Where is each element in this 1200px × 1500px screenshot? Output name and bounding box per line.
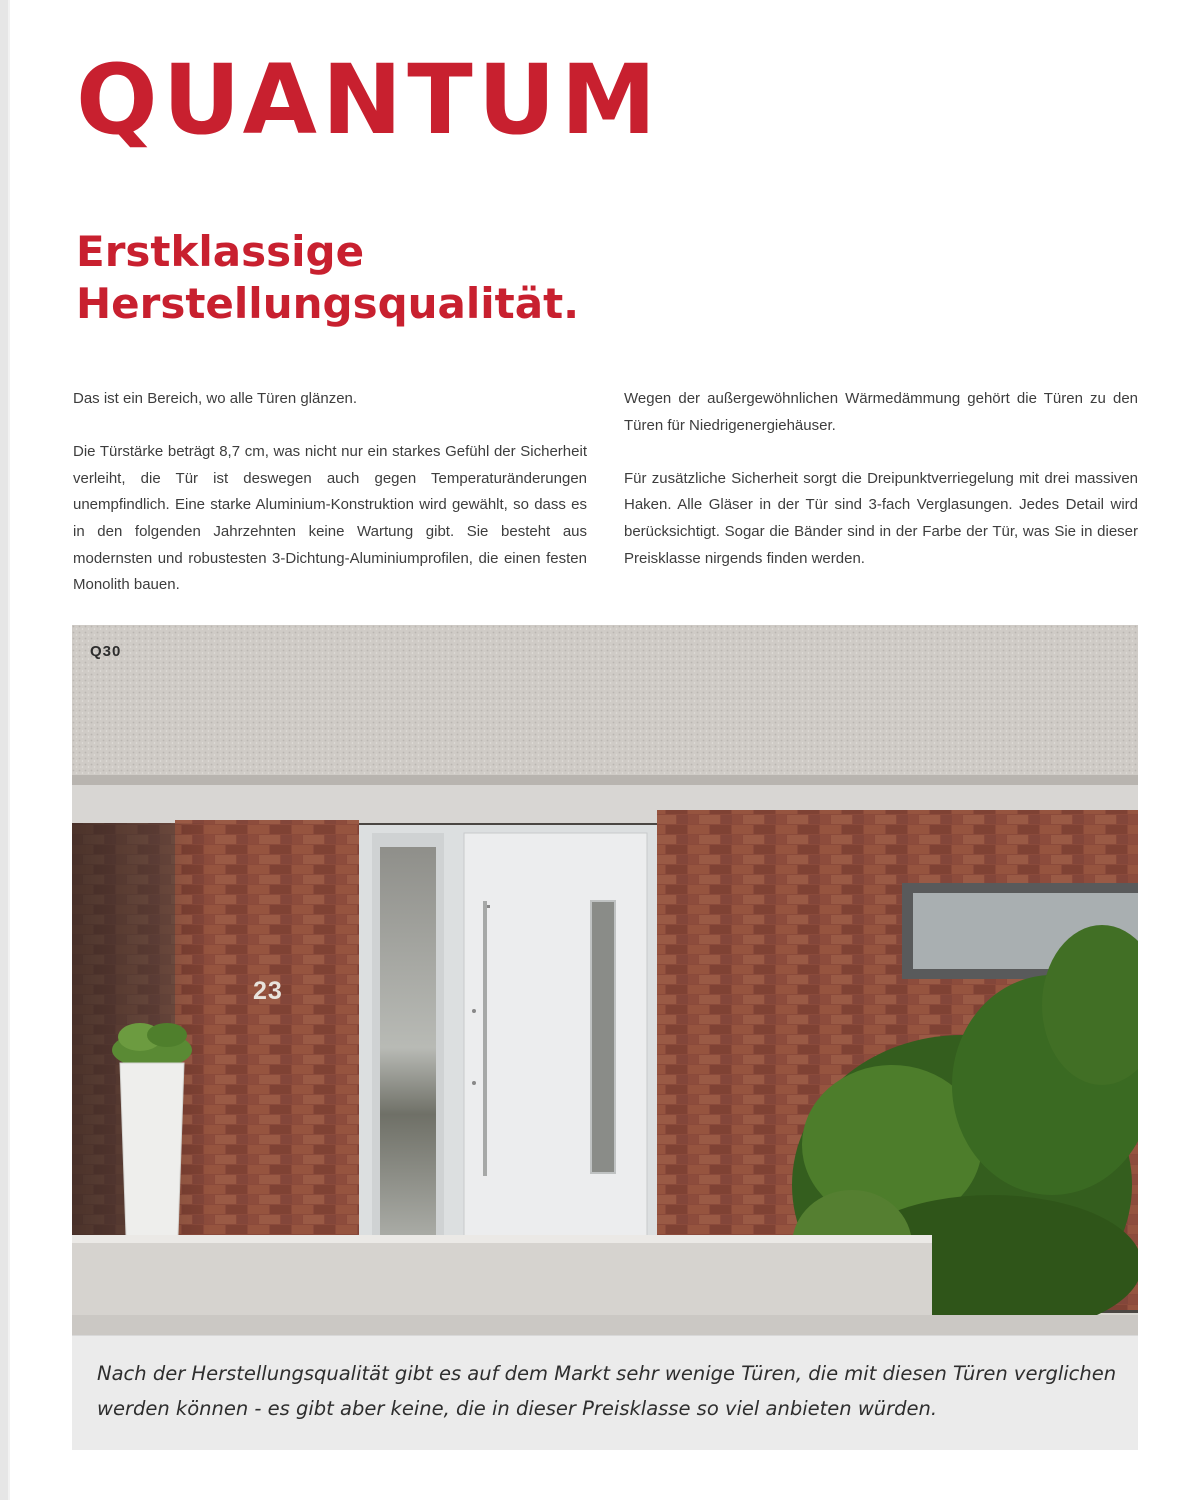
door-glass-slot [591,901,615,1173]
headline [76,226,776,330]
page-edge [0,0,8,1500]
side-glass [380,847,436,1293]
text-column-left [73,386,587,625]
stucco-fascia [72,625,1138,775]
page-edge-inner [8,0,10,1500]
paragraph: Für zusätzliche Sicherheit sorgt die Dreipunktverriegelung mit drei massiven Haken. Alle Gläser in der Tür sind 3-fach Verglasungen. Jedes Detail wird berücksichtigt. Sogar die Bänder sind in der Farbe der Tür, was Sie in dieser Preisklasse nirgends finden werden. [624,469,1138,567]
house-entrance-illustration [72,625,1138,1450]
paragraph: Die Türstärke beträgt 8,7 cm, was nicht nur ein starkes Gefühl der Sicherheit verleiht, die Tür ist deswegen auch gegen Temperaturänderungen unempfindlich. Eine starke Aluminium-Konstruktion wird gewählt, so dass es in den folgenden Jahrzehnten keine Wartung gibt. Sie besteht aus modernsten und robustesten 3-Dichtung-Aluminiumprofilen, die einen festen Monolith bauen. [73,443,587,594]
paragraph: Wegen der außergewöhnlichen Wärmedämmung gehört die Türen zu den Türen für Niedrigenergiehäuser. [624,390,1138,434]
headline-line-2: Herstellungsqualität. [76,279,580,328]
caption-box [72,1335,1138,1450]
headline-line-1: Erstklassige [76,227,365,276]
paragraph: Das ist ein Bereich, wo alle Türen glänzen. [73,390,358,407]
brand-title: QUANTUM [76,44,662,156]
text-column-right [624,386,1138,599]
entrance-step [72,1240,932,1315]
house-number: 23 [253,977,283,1005]
caption-text: Nach der Herstellungsqualität gibt es auf dem Markt sehr wenige Türen, die mit diesen Türen verglichen werden können - es gibt aber keine, die in dieser Preisklasse so viel anbieten würden. [97,1362,1117,1420]
door-handle-bar [483,901,487,1176]
model-code-label: Q30 [90,643,122,660]
door-photo [72,625,1138,1450]
